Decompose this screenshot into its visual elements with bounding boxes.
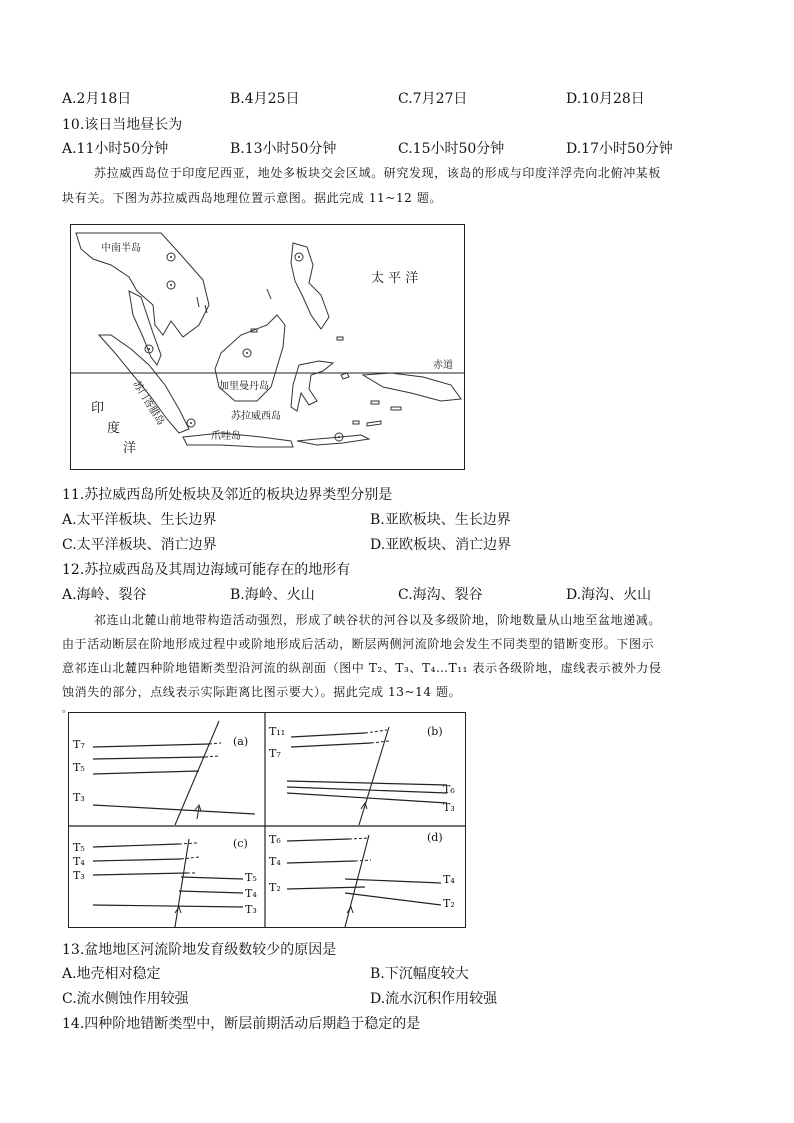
q11-option-d: D.亚欧板块、消亡边界 <box>370 537 512 553</box>
q11-option-b: B.亚欧板块、生长边界 <box>370 512 511 528</box>
panel-c-right-label: T₃ <box>245 903 257 916</box>
panel-d-tag: (d) <box>427 831 443 844</box>
q12-option-d: D.海沟、火山 <box>566 587 652 603</box>
panel-c-right-label: T₄ <box>245 887 257 900</box>
terrace-fault-diagram <box>68 712 466 928</box>
terrace-diagram-svg <box>69 713 465 927</box>
panel-b-left-label: T₇ <box>269 747 281 760</box>
label-indochina: 中南半岛 <box>101 243 141 254</box>
panel-a-lines <box>93 721 255 825</box>
panel-c-left-label: T₄ <box>73 855 85 868</box>
sulawesi-island <box>291 361 333 411</box>
label-equator: 赤道 <box>433 360 453 371</box>
passage2-line2: 由于活动断层在阶地形成过程中或阶地形成后活动，断层两侧河流阶地会发生不同类型的错断变形。下图示 <box>62 637 655 651</box>
q12-option-c: C.海沟、裂谷 <box>398 587 483 603</box>
panel-b-tag: (b) <box>427 725 443 738</box>
q12-option-b: B.海岭、火山 <box>230 587 315 603</box>
q10-option-d: D.17小时50分钟 <box>566 141 673 157</box>
panel-a-left-label: T₃ <box>73 791 85 804</box>
q11-option-c: C.太平洋板块、消亡边界 <box>62 537 217 553</box>
label-java: 爪哇岛 <box>211 431 241 442</box>
panel-c-lines <box>93 839 243 927</box>
label-kalimantan: 加里曼丹岛 <box>219 381 269 392</box>
panel-b-right-label: T₃ <box>443 801 455 814</box>
lesser-sunda <box>297 435 369 445</box>
q13-option-a: A.地壳相对稳定 <box>62 966 161 982</box>
panel-c-right-label: T₅ <box>245 871 257 884</box>
q13-stem: 13.盆地地区河流阶地发育级数较少的原因是 <box>62 942 337 958</box>
passage1-line2: 块有关。下图为苏拉威西岛地理位置示意图。据此完成 11~12 题。 <box>62 191 443 205</box>
panel-a-left-label: T₇ <box>73 738 85 751</box>
q14-stem: 14.四种阶地错断类型中，断层前期活动后期趋于稳定的是 <box>62 1016 421 1032</box>
panel-c-left-label: T₃ <box>73 869 85 882</box>
q10-option-a: A.11小时50分钟 <box>62 141 169 157</box>
panel-d-lines <box>287 835 441 927</box>
panel-c-tag: (c) <box>233 837 248 850</box>
panel-a-left-label: T₅ <box>73 761 85 774</box>
q12-stem: 12.苏拉威西岛及其周边海域可能存在的地形有 <box>62 562 351 578</box>
passage2-line4: 蚀消失的部分，点线表示实际距离比图示要大）。据此完成 13~14 题。 <box>62 685 462 699</box>
q12-option-a: A.海岭、裂谷 <box>62 587 147 603</box>
q10-option-c: C.15小时50分钟 <box>398 141 505 157</box>
label-pacific: 太 平 洋 <box>371 271 419 286</box>
new-guinea-coast <box>363 373 461 401</box>
panel-d-left-label: T₄ <box>269 855 281 868</box>
panel-d-left-label: T₆ <box>269 833 281 846</box>
q11-stem: 11.苏拉威西岛所处板块及邻近的板块边界类型分别是 <box>62 487 393 503</box>
philippines <box>291 243 329 329</box>
indochina-coast <box>76 233 209 337</box>
q13-option-c: C.流水侧蚀作用较强 <box>62 991 189 1007</box>
panel-d-right-label: T₄ <box>443 873 455 886</box>
label-indian-ocean-3: 洋 <box>123 441 137 456</box>
passage2-line1: 祁连山北麓山前地带构造活动强烈，形成了峡谷状的河谷以及多级阶地，阶地数量从山地至盆地递减。 <box>94 613 662 627</box>
panel-d-left-label: T₂ <box>269 881 281 894</box>
panel-b-left-label: T₁₁ <box>269 725 286 738</box>
panel-b-right-label: T₆ <box>443 783 455 796</box>
q13-option-b: B.下沉幅度较大 <box>370 966 469 982</box>
malay-peninsula <box>129 291 161 365</box>
q10-option-b: B.13小时50分钟 <box>230 141 337 157</box>
label-indian-ocean-2: 度 <box>107 421 121 436</box>
panel-c-left-label: T₅ <box>73 841 85 854</box>
label-sulawesi: 苏拉威西岛 <box>231 411 281 422</box>
label-sumatra: 苏门答腊岛 <box>130 379 167 428</box>
panel-b-lines <box>287 727 447 825</box>
q11-option-a: A.太平洋板块、生长边界 <box>62 512 217 528</box>
passage1-line1: 苏拉威西岛位于印度尼西亚，地处多板块交会区域。研究发现，该岛的形成与印度洋浮壳向北俯冲某板 <box>94 166 662 180</box>
q9-option-d: D.10月28日 <box>566 91 645 107</box>
q9-option-c: C.7月27日 <box>398 91 468 107</box>
panel-a-tag: (a) <box>233 735 249 748</box>
label-indian-ocean-1: 印 <box>91 401 105 416</box>
sulawesi-location-map <box>70 224 465 470</box>
q13-option-d: D.流水沉积作用较强 <box>370 991 498 1007</box>
q9-option-b: B.4月25日 <box>230 91 300 107</box>
q10-stem: 10.该日当地昼长为 <box>62 117 183 133</box>
q9-option-a: A.2月18日 <box>62 91 132 107</box>
passage2-line3: 意祁连山北麓四种阶地错断类型沿河流的纵剖面（图中 T₂、T₃、T₄…T₁₁ 表示各级阶地，虚线表示被外力侵 <box>62 661 662 675</box>
map-svg <box>71 225 464 469</box>
panel-d-right-label: T₂ <box>443 897 455 910</box>
small-mark: 。 <box>62 704 72 715</box>
